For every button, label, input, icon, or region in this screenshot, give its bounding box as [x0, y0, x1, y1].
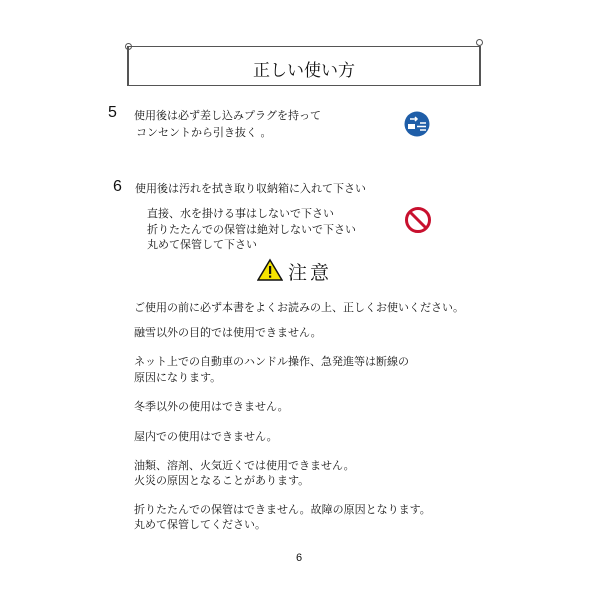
item-6-line: 丸めて保管して下さい [147, 238, 257, 251]
prohibition-icon [404, 206, 432, 234]
caution-line: ネット上での自動車のハンドル操作、急発進等は断線の [134, 355, 409, 368]
item-5-number: 5 [108, 104, 117, 121]
caution-line: 丸めて保管してください。 [134, 518, 266, 531]
title-banner [127, 46, 481, 86]
caution-line: 融雪以外の目的では使用できません。 [134, 326, 322, 339]
item-6-line: 折りたたんでの保管は絶対しないで下さい [147, 223, 356, 236]
caution-heading: 注意 [288, 262, 333, 284]
page-number: 6 [296, 552, 303, 564]
caution-line: 火災の原因となることがあります。 [134, 474, 310, 487]
caution-line: 油類、溶剤、火気近くでは使用できません。 [134, 459, 355, 472]
scroll-curl [476, 39, 483, 46]
item-6-number: 6 [113, 178, 122, 195]
scroll-curl [125, 43, 132, 50]
caution-line: 屋内での使用はできません。 [134, 430, 278, 443]
caution-line: 原因になります。 [134, 371, 222, 384]
page-title: 正しい使い方 [253, 61, 355, 81]
caution-line: 冬季以外の使用はできません。 [134, 400, 289, 413]
warning-icon [257, 258, 283, 282]
item-5-line: 使用後は必ず差し込みプラグを持って [134, 109, 321, 122]
item-6-heading: 使用後は汚れを拭き取り収納箱に入れて下さい [135, 182, 366, 195]
caution-line: 折りたたんでの保管はできません。故障の原因となります。 [134, 503, 431, 516]
item-6-line: 直接、水を掛ける事はしないで下さい [147, 207, 334, 220]
item-5-line: コンセントから引き抜く 。 [136, 126, 272, 139]
caution-line: ご使用の前に必ず本書をよくお読みの上、正しくお使いください。 [134, 301, 464, 314]
unplug-icon [404, 111, 430, 137]
